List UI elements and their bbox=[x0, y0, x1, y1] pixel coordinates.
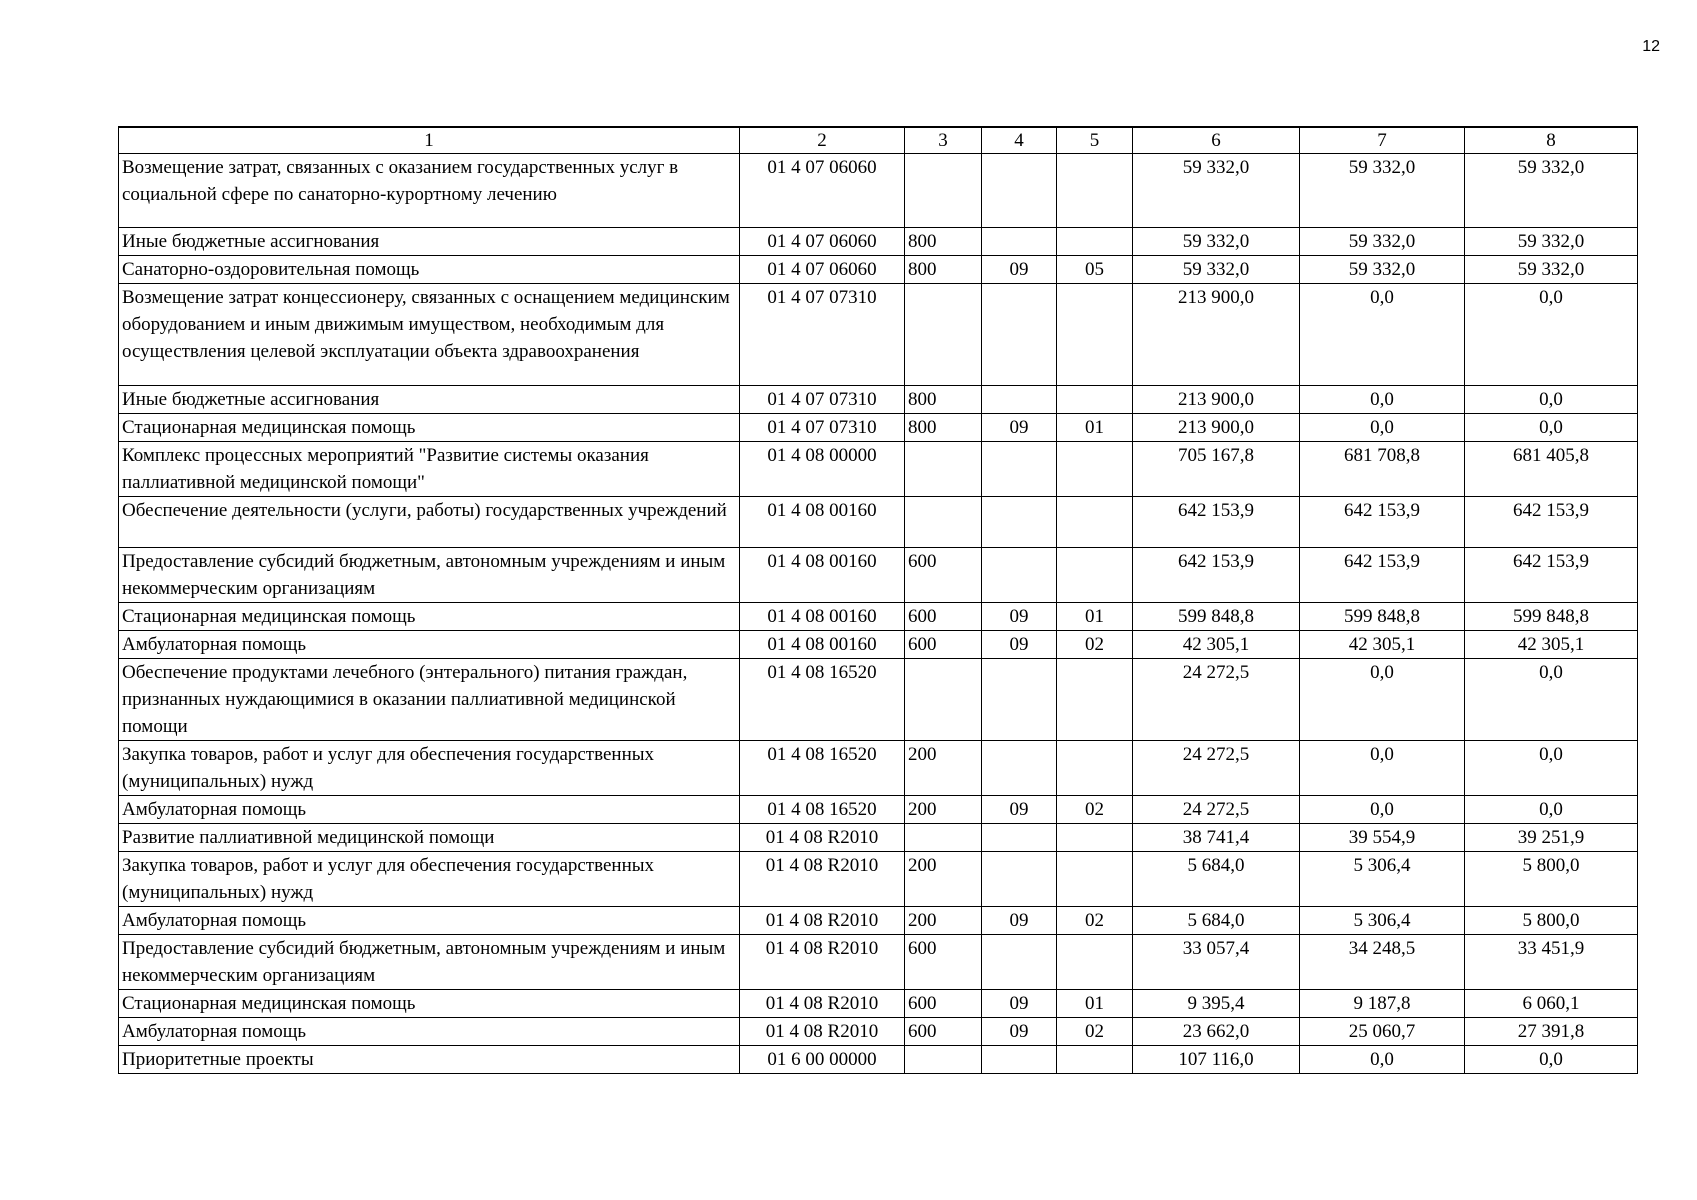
table-row bbox=[119, 414, 1638, 442]
cell-value-7: 0,0 bbox=[1300, 414, 1465, 442]
cell-name: Амбулаторная помощь bbox=[119, 1018, 740, 1046]
cell-value-8: 59 332,0 bbox=[1465, 256, 1638, 284]
cell-code: 01 4 08 R2010 bbox=[740, 907, 905, 935]
cell-code: 01 4 08 16520 bbox=[740, 741, 905, 796]
cell-value-7: 0,0 bbox=[1300, 741, 1465, 796]
table-row bbox=[119, 907, 1638, 935]
cell-value-6: 33 057,4 bbox=[1133, 935, 1300, 990]
cell-expense-type bbox=[905, 824, 982, 852]
table-row bbox=[119, 284, 1638, 386]
cell-value-7: 59 332,0 bbox=[1300, 256, 1465, 284]
cell-value-8: 27 391,8 bbox=[1465, 1018, 1638, 1046]
cell-value-6: 42 305,1 bbox=[1133, 631, 1300, 659]
cell-subsection: 02 bbox=[1057, 796, 1133, 824]
cell-expense-type: 200 bbox=[905, 796, 982, 824]
cell-value-6: 23 662,0 bbox=[1133, 1018, 1300, 1046]
cell-value-6: 24 272,5 bbox=[1133, 796, 1300, 824]
cell-name: Приоритетные проекты bbox=[119, 1046, 740, 1074]
cell-value-6: 642 153,9 bbox=[1133, 548, 1300, 603]
cell-value-7: 34 248,5 bbox=[1300, 935, 1465, 990]
cell-code: 01 4 07 06060 bbox=[740, 154, 905, 228]
cell-value-8: 6 060,1 bbox=[1465, 990, 1638, 1018]
cell-code: 01 4 08 16520 bbox=[740, 796, 905, 824]
cell-name: Развитие паллиативной медицинской помощи bbox=[119, 824, 740, 852]
budget-table bbox=[118, 126, 1638, 1074]
cell-expense-type: 600 bbox=[905, 990, 982, 1018]
cell-name: Обеспечение деятельности (услуги, работы) государственных учреждений bbox=[119, 497, 740, 548]
cell-name: Предоставление субсидий бюджетным, автономным учреждениям и иным некоммерческим организациям bbox=[119, 548, 740, 603]
table-row bbox=[119, 824, 1638, 852]
cell-value-8: 599 848,8 bbox=[1465, 603, 1638, 631]
cell-section bbox=[982, 548, 1057, 603]
cell-subsection bbox=[1057, 935, 1133, 990]
cell-section: 09 bbox=[982, 631, 1057, 659]
cell-expense-type: 800 bbox=[905, 256, 982, 284]
table-row bbox=[119, 386, 1638, 414]
cell-section: 09 bbox=[982, 414, 1057, 442]
cell-expense-type: 800 bbox=[905, 228, 982, 256]
table-row bbox=[119, 1018, 1638, 1046]
header-cell: 7 bbox=[1300, 127, 1465, 154]
cell-section bbox=[982, 228, 1057, 256]
cell-value-8: 0,0 bbox=[1465, 386, 1638, 414]
cell-name: Закупка товаров, работ и услуг для обеспечения государственных (муниципальных) нужд bbox=[119, 741, 740, 796]
cell-expense-type bbox=[905, 659, 982, 741]
cell-value-6: 5 684,0 bbox=[1133, 852, 1300, 907]
cell-name: Санаторно-оздоровительная помощь bbox=[119, 256, 740, 284]
page-number: 12 bbox=[1642, 38, 1660, 55]
cell-code: 01 4 08 00160 bbox=[740, 497, 905, 548]
cell-expense-type: 600 bbox=[905, 631, 982, 659]
cell-expense-type: 600 bbox=[905, 935, 982, 990]
cell-value-7: 0,0 bbox=[1300, 386, 1465, 414]
cell-section bbox=[982, 852, 1057, 907]
table-row bbox=[119, 990, 1638, 1018]
cell-value-7: 599 848,8 bbox=[1300, 603, 1465, 631]
cell-code: 01 4 08 00160 bbox=[740, 548, 905, 603]
cell-value-8: 642 153,9 bbox=[1465, 497, 1638, 548]
header-cell: 2 bbox=[740, 127, 905, 154]
table-row bbox=[119, 442, 1638, 497]
cell-value-7: 59 332,0 bbox=[1300, 228, 1465, 256]
table-header-row bbox=[119, 127, 1638, 154]
cell-value-7: 0,0 bbox=[1300, 284, 1465, 386]
cell-name: Амбулаторная помощь bbox=[119, 631, 740, 659]
cell-subsection: 02 bbox=[1057, 907, 1133, 935]
cell-code: 01 4 07 07310 bbox=[740, 414, 905, 442]
cell-section bbox=[982, 497, 1057, 548]
cell-value-6: 213 900,0 bbox=[1133, 386, 1300, 414]
cell-code: 01 6 00 00000 bbox=[740, 1046, 905, 1074]
cell-value-6: 5 684,0 bbox=[1133, 907, 1300, 935]
cell-value-6: 642 153,9 bbox=[1133, 497, 1300, 548]
cell-value-7: 9 187,8 bbox=[1300, 990, 1465, 1018]
cell-expense-type: 200 bbox=[905, 741, 982, 796]
cell-name: Иные бюджетные ассигнования bbox=[119, 386, 740, 414]
cell-section: 09 bbox=[982, 603, 1057, 631]
cell-subsection bbox=[1057, 284, 1133, 386]
cell-value-8: 0,0 bbox=[1465, 414, 1638, 442]
cell-subsection: 01 bbox=[1057, 990, 1133, 1018]
cell-code: 01 4 08 00160 bbox=[740, 603, 905, 631]
cell-section: 09 bbox=[982, 1018, 1057, 1046]
cell-value-8: 59 332,0 bbox=[1465, 154, 1638, 228]
cell-value-7: 681 708,8 bbox=[1300, 442, 1465, 497]
cell-value-8: 0,0 bbox=[1465, 1046, 1638, 1074]
table-row bbox=[119, 603, 1638, 631]
cell-section: 09 bbox=[982, 796, 1057, 824]
cell-subsection bbox=[1057, 442, 1133, 497]
cell-subsection bbox=[1057, 497, 1133, 548]
cell-section: 09 bbox=[982, 990, 1057, 1018]
cell-subsection: 05 bbox=[1057, 256, 1133, 284]
cell-section: 09 bbox=[982, 256, 1057, 284]
cell-value-6: 9 395,4 bbox=[1133, 990, 1300, 1018]
cell-code: 01 4 08 R2010 bbox=[740, 935, 905, 990]
cell-value-8: 5 800,0 bbox=[1465, 852, 1638, 907]
cell-subsection: 01 bbox=[1057, 414, 1133, 442]
table-row bbox=[119, 154, 1638, 228]
cell-subsection bbox=[1057, 741, 1133, 796]
cell-name: Обеспечение продуктами лечебного (энтерального) питания граждан, признанных нуждающимися в оказании паллиативной медицинской помощи bbox=[119, 659, 740, 741]
table-row bbox=[119, 548, 1638, 603]
cell-name: Иные бюджетные ассигнования bbox=[119, 228, 740, 256]
cell-expense-type bbox=[905, 497, 982, 548]
cell-subsection bbox=[1057, 824, 1133, 852]
table-row bbox=[119, 228, 1638, 256]
cell-subsection bbox=[1057, 659, 1133, 741]
cell-expense-type bbox=[905, 284, 982, 386]
cell-value-8: 33 451,9 bbox=[1465, 935, 1638, 990]
cell-section: 09 bbox=[982, 907, 1057, 935]
cell-value-8: 0,0 bbox=[1465, 796, 1638, 824]
cell-subsection: 02 bbox=[1057, 1018, 1133, 1046]
cell-expense-type: 800 bbox=[905, 386, 982, 414]
cell-section bbox=[982, 824, 1057, 852]
table-row bbox=[119, 796, 1638, 824]
cell-subsection bbox=[1057, 386, 1133, 414]
cell-value-6: 38 741,4 bbox=[1133, 824, 1300, 852]
cell-subsection: 01 bbox=[1057, 603, 1133, 631]
cell-section bbox=[982, 659, 1057, 741]
cell-value-7: 0,0 bbox=[1300, 796, 1465, 824]
cell-code: 01 4 08 00160 bbox=[740, 631, 905, 659]
header-cell: 6 bbox=[1133, 127, 1300, 154]
cell-section bbox=[982, 284, 1057, 386]
cell-value-8: 59 332,0 bbox=[1465, 228, 1638, 256]
cell-expense-type: 600 bbox=[905, 548, 982, 603]
cell-subsection bbox=[1057, 852, 1133, 907]
cell-code: 01 4 07 07310 bbox=[740, 386, 905, 414]
cell-name: Амбулаторная помощь bbox=[119, 907, 740, 935]
table-row bbox=[119, 659, 1638, 741]
cell-code: 01 4 08 R2010 bbox=[740, 824, 905, 852]
cell-subsection bbox=[1057, 228, 1133, 256]
cell-value-8: 42 305,1 bbox=[1465, 631, 1638, 659]
table-row bbox=[119, 852, 1638, 907]
cell-section bbox=[982, 154, 1057, 228]
header-cell: 5 bbox=[1057, 127, 1133, 154]
cell-expense-type bbox=[905, 442, 982, 497]
cell-code: 01 4 08 00000 bbox=[740, 442, 905, 497]
cell-value-7: 5 306,4 bbox=[1300, 907, 1465, 935]
table-row bbox=[119, 935, 1638, 990]
cell-value-6: 213 900,0 bbox=[1133, 284, 1300, 386]
cell-value-6: 59 332,0 bbox=[1133, 154, 1300, 228]
cell-expense-type bbox=[905, 1046, 982, 1074]
cell-value-7: 42 305,1 bbox=[1300, 631, 1465, 659]
cell-value-7: 5 306,4 bbox=[1300, 852, 1465, 907]
cell-code: 01 4 07 06060 bbox=[740, 256, 905, 284]
header-cell: 4 bbox=[982, 127, 1057, 154]
cell-value-7: 642 153,9 bbox=[1300, 497, 1465, 548]
cell-name: Предоставление субсидий бюджетным, автономным учреждениям и иным некоммерческим организациям bbox=[119, 935, 740, 990]
cell-section bbox=[982, 386, 1057, 414]
cell-value-6: 24 272,5 bbox=[1133, 659, 1300, 741]
cell-code: 01 4 08 R2010 bbox=[740, 1018, 905, 1046]
cell-name: Возмещение затрат, связанных с оказанием государственных услуг в социальной сфере по санаторно-курортному лечению bbox=[119, 154, 740, 228]
cell-value-6: 24 272,5 bbox=[1133, 741, 1300, 796]
cell-name: Закупка товаров, работ и услуг для обеспечения государственных (муниципальных) нужд bbox=[119, 852, 740, 907]
cell-section bbox=[982, 1046, 1057, 1074]
table-row bbox=[119, 497, 1638, 548]
cell-value-8: 681 405,8 bbox=[1465, 442, 1638, 497]
cell-value-6: 705 167,8 bbox=[1133, 442, 1300, 497]
cell-expense-type: 200 bbox=[905, 907, 982, 935]
header-cell: 8 bbox=[1465, 127, 1638, 154]
cell-value-6: 599 848,8 bbox=[1133, 603, 1300, 631]
table-row bbox=[119, 256, 1638, 284]
cell-value-8: 0,0 bbox=[1465, 741, 1638, 796]
cell-section bbox=[982, 741, 1057, 796]
cell-value-7: 39 554,9 bbox=[1300, 824, 1465, 852]
cell-section bbox=[982, 442, 1057, 497]
cell-name: Стационарная медицинская помощь bbox=[119, 990, 740, 1018]
cell-expense-type: 800 bbox=[905, 414, 982, 442]
cell-code: 01 4 08 R2010 bbox=[740, 990, 905, 1018]
cell-value-6: 59 332,0 bbox=[1133, 256, 1300, 284]
cell-code: 01 4 08 16520 bbox=[740, 659, 905, 741]
cell-name: Комплекс процессных мероприятий "Развитие системы оказания паллиативной медицинской помощи" bbox=[119, 442, 740, 497]
cell-subsection bbox=[1057, 154, 1133, 228]
cell-code: 01 4 07 07310 bbox=[740, 284, 905, 386]
cell-value-7: 25 060,7 bbox=[1300, 1018, 1465, 1046]
cell-value-6: 59 332,0 bbox=[1133, 228, 1300, 256]
cell-section bbox=[982, 935, 1057, 990]
cell-expense-type bbox=[905, 154, 982, 228]
cell-subsection bbox=[1057, 548, 1133, 603]
header-cell: 1 bbox=[119, 127, 740, 154]
cell-value-7: 0,0 bbox=[1300, 659, 1465, 741]
cell-expense-type: 600 bbox=[905, 1018, 982, 1046]
cell-name: Амбулаторная помощь bbox=[119, 796, 740, 824]
cell-value-7: 0,0 bbox=[1300, 1046, 1465, 1074]
cell-value-7: 59 332,0 bbox=[1300, 154, 1465, 228]
table-row bbox=[119, 631, 1638, 659]
cell-expense-type: 600 bbox=[905, 603, 982, 631]
cell-name: Стационарная медицинская помощь bbox=[119, 414, 740, 442]
cell-value-7: 642 153,9 bbox=[1300, 548, 1465, 603]
cell-name: Возмещение затрат концессионеру, связанных с оснащением медицинским оборудованием и иным движимым имуществом, необходимым для осуществления целевой эксплуатации объекта здравоохранения bbox=[119, 284, 740, 386]
cell-value-8: 0,0 bbox=[1465, 659, 1638, 741]
cell-value-8: 642 153,9 bbox=[1465, 548, 1638, 603]
cell-name: Стационарная медицинская помощь bbox=[119, 603, 740, 631]
cell-code: 01 4 08 R2010 bbox=[740, 852, 905, 907]
cell-subsection bbox=[1057, 1046, 1133, 1074]
cell-expense-type: 200 bbox=[905, 852, 982, 907]
table-row bbox=[119, 741, 1638, 796]
cell-code: 01 4 07 06060 bbox=[740, 228, 905, 256]
cell-value-8: 39 251,9 bbox=[1465, 824, 1638, 852]
cell-value-8: 0,0 bbox=[1465, 284, 1638, 386]
cell-subsection: 02 bbox=[1057, 631, 1133, 659]
cell-value-8: 5 800,0 bbox=[1465, 907, 1638, 935]
table-row bbox=[119, 1046, 1638, 1074]
cell-value-6: 213 900,0 bbox=[1133, 414, 1300, 442]
header-cell: 3 bbox=[905, 127, 982, 154]
cell-value-6: 107 116,0 bbox=[1133, 1046, 1300, 1074]
